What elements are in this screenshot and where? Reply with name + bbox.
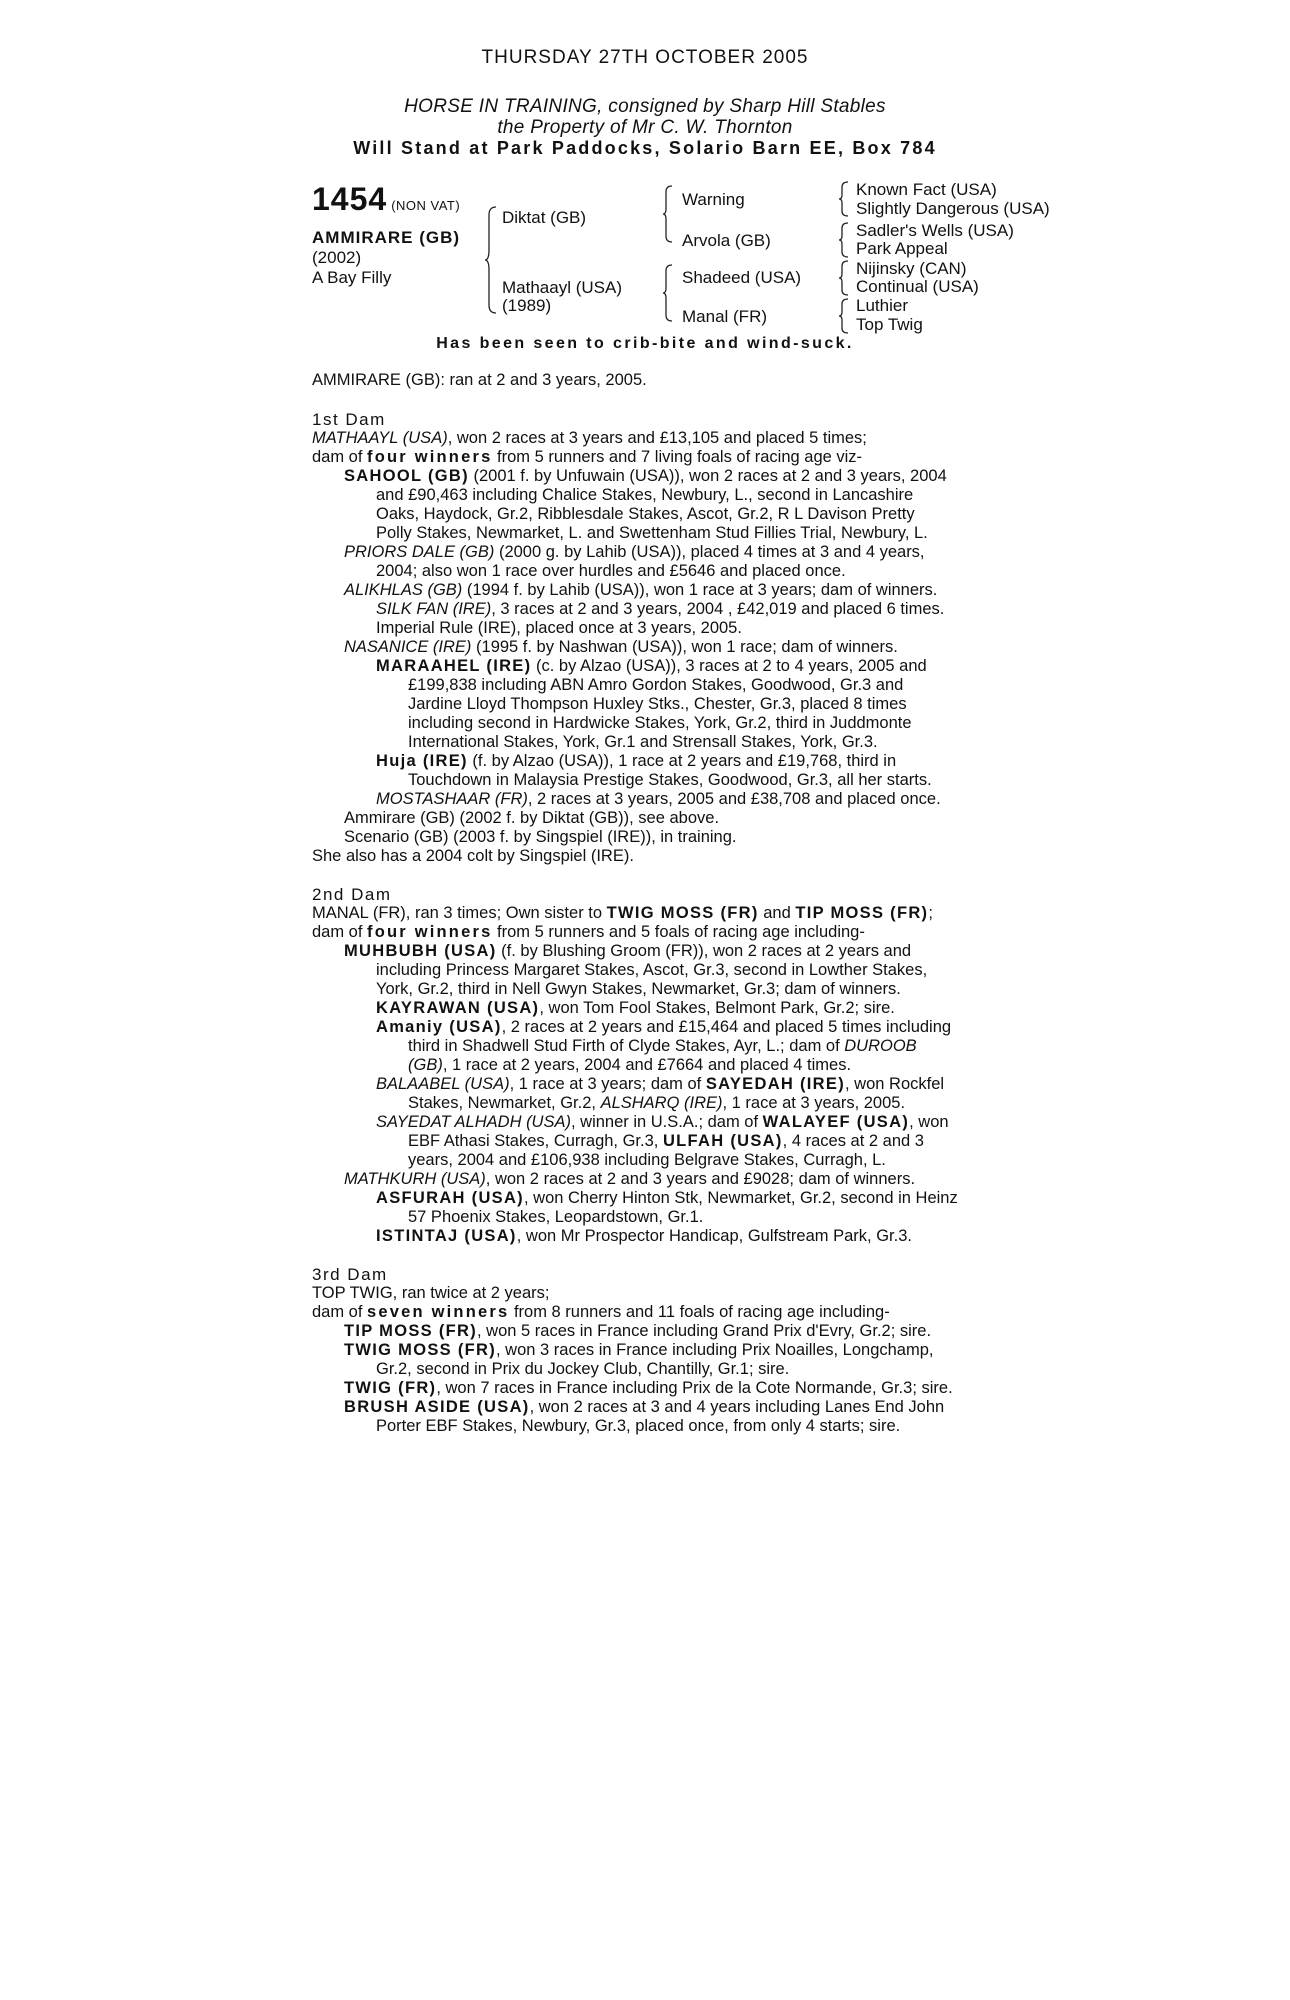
lot-number-block <box>312 181 460 218</box>
second-dam-line: including Princess Margaret Stakes, Ascot, Gr.3, second in Lowther Stakes, <box>376 961 928 979</box>
second-dam-line: York, Gr.2, third in Nell Gwyn Stakes, Newmarket, Gr.3; dam of winners. <box>376 980 901 998</box>
first-dam-line: including second in Hardwicke Stakes, York, Gr.2, third in Juddmonte <box>408 714 912 732</box>
pedigree-g8: Top Twig <box>856 315 923 334</box>
third-dam-line: Gr.2, second in Prix du Jockey Club, Chantilly, Gr.1; sire. <box>376 1360 790 1378</box>
pedigree-bracket-g3 <box>838 260 850 296</box>
first-dam-line: SILK FAN (IRE), 3 races at 2 and 3 years, 2004 , £42,019 and placed 6 times. <box>376 600 945 618</box>
pedigree-g6: Continual (USA) <box>856 277 979 296</box>
second-dam-heading: 2nd Dam <box>312 885 392 904</box>
sale-date: THURSDAY 27TH OCTOBER 2005 <box>481 47 809 68</box>
second-dam-line: EBF Athasi Stakes, Curragh, Gr.3, ULFAH (USA), 4 races at 2 and 3 <box>408 1132 924 1150</box>
pedigree-bracket-g4 <box>838 298 850 334</box>
pedigree-bracket-dam <box>662 264 674 322</box>
first-dam-line: and £90,463 including Chalice Stakes, Newbury, L., second in Lancashire <box>376 486 914 504</box>
second-dam-line: third in Shadwell Stud Firth of Clyde Stakes, Ayr, L.; dam of DUROOB <box>408 1037 917 1055</box>
first-dam-heading: 1st Dam <box>312 410 386 429</box>
lot-number: 1454 <box>312 181 388 217</box>
pedigree-dam-dam: Manal (FR) <box>682 307 768 326</box>
third-dam-line: BRUSH ASIDE (USA), won 2 races at 3 and 4 years including Lanes End John <box>344 1398 945 1416</box>
third-dam-line: TIP MOSS (FR), won 5 races in France including Grand Prix d'Evry, Gr.2; sire. <box>344 1322 932 1340</box>
pedigree-g1: Known Fact (USA) <box>856 180 997 199</box>
consignor-line: HORSE IN TRAINING, consigned by Sharp Hill Stables <box>404 96 886 117</box>
pedigree-g7: Luthier <box>856 296 908 315</box>
second-dam-line: BALAABEL (USA), 1 race at 3 years; dam of SAYEDAH (IRE), won Rockfel <box>376 1075 945 1093</box>
second-dam-line: MATHKURH (USA), won 2 races at 2 and 3 years and £9028; dam of winners. <box>344 1170 916 1188</box>
first-dam-line: ALIKHLAS (GB) (1994 f. by Lahib (USA)), won 1 race at 3 years; dam of winners. <box>344 581 938 599</box>
second-dam-line: Amaniy (USA), 2 races at 2 years and £15,464 and placed 5 times including <box>376 1018 952 1036</box>
horse-description: A Bay Filly <box>312 268 392 287</box>
first-dam-line: NASANICE (IRE) (1995 f. by Nashwan (USA)), won 1 race; dam of winners. <box>344 638 898 656</box>
third-dam-line: TWIG (FR), won 7 races in France including Prix de la Cote Normande, Gr.3; sire. <box>344 1379 953 1397</box>
horse-details <box>312 228 460 288</box>
second-dam-line: ISTINTAJ (USA), won Mr Prospector Handicap, Gulfstream Park, Gr.3. <box>376 1227 912 1245</box>
first-dam-line: Jardine Lloyd Thompson Huxley Stks., Chester, Gr.3, placed 8 times <box>408 695 907 713</box>
pedigree-bracket-g2 <box>838 222 850 258</box>
first-dam-line: £199,838 including ABN Amro Gordon Stakes, Goodwood, Gr.3 and <box>408 676 904 694</box>
first-dam-line: Touchdown in Malaysia Prestige Stakes, Goodwood, Gr.3, all her starts. <box>408 771 932 789</box>
second-dam-line: dam of four winners from 5 runners and 5 foals of racing age including- <box>312 923 865 941</box>
pedigree-sire: Diktat (GB) <box>502 208 587 227</box>
first-dam-line: SAHOOL (GB) (2001 f. by Unfuwain (USA)), won 2 races at 2 and 3 years, 2004 <box>344 467 947 485</box>
first-dam-line: She also has a 2004 colt by Singspiel (IRE). <box>312 847 634 865</box>
first-dam-line: International Stakes, York, Gr.1 and Strensall Stakes, York, Gr.3. <box>408 733 878 751</box>
second-dam-line: MANAL (FR), ran 3 times; Own sister to TWIG MOSS (FR) and TIP MOSS (FR); <box>312 904 933 922</box>
property-line: the Property of Mr C. W. Thornton <box>497 117 793 138</box>
pedigree-g5: Nijinsky (CAN) <box>856 259 967 278</box>
first-dam-line: 2004; also won 1 race over hurdles and £5646 and placed once. <box>376 562 846 580</box>
first-dam-line: dam of four winners from 5 runners and 7 living foals of racing age viz- <box>312 448 863 466</box>
first-dam-line: Polly Stakes, Newmarket, L. and Swettenham Stud Fillies Trial, Newbury, L. <box>376 524 928 542</box>
second-dam-line: SAYEDAT ALHADH (USA), winner in U.S.A.; dam of WALAYEF (USA), won <box>376 1113 949 1131</box>
first-dam-line: Oaks, Haydock, Gr.2, Ribblesdale Stakes, Ascot, Gr.2, R L Davison Pretty <box>376 505 915 523</box>
second-dam-line: MUHBUBH (USA) (f. by Blushing Groom (FR)), won 2 races at 2 years and <box>344 942 912 960</box>
pedigree-dam-year: (1989) <box>502 296 552 315</box>
first-dam-line: MARAAHEL (IRE) (c. by Alzao (USA)), 3 races at 2 to 4 years, 2005 and <box>376 657 927 675</box>
vat-status: (NON VAT) <box>391 198 461 213</box>
pedigree-dam: Mathaayl (USA) <box>502 278 622 297</box>
third-dam-line: TOP TWIG, ran twice at 2 years; <box>312 1284 550 1302</box>
first-dam-line: MATHAAYL (USA), won 2 races at 3 years and £13,105 and placed 5 times; <box>312 429 867 447</box>
pedigree-dam-sire: Shadeed (USA) <box>682 268 802 287</box>
second-dam-line: 57 Phoenix Stakes, Leopardstown, Gr.1. <box>408 1208 704 1226</box>
horse-name: AMMIRARE (GB) <box>312 228 461 247</box>
third-dam-line: dam of seven winners from 8 runners and 11 foals of racing age including- <box>312 1303 890 1321</box>
first-dam-line: MOSTASHAAR (FR), 2 races at 3 years, 2005 and £38,708 and placed once. <box>376 790 941 808</box>
first-dam-line: Imperial Rule (IRE), placed once at 3 years, 2005. <box>376 619 742 637</box>
first-dam-line: PRIORS DALE (GB) (2000 g. by Lahib (USA)), placed 4 times at 3 and 4 years, <box>344 543 925 561</box>
pedigree-sire-sire: Warning <box>682 190 745 209</box>
pedigree-sire-dam: Arvola (GB) <box>682 231 771 250</box>
second-dam-line: Stakes, Newmarket, Gr.2, ALSHARQ (IRE), 1 race at 3 years, 2005. <box>408 1094 906 1112</box>
first-dam-line: Scenario (GB) (2003 f. by Singspiel (IRE)), in training. <box>344 828 737 846</box>
third-dam-heading: 3rd Dam <box>312 1265 388 1284</box>
first-dam-line: Ammirare (GB) (2002 f. by Diktat (GB)), see above. <box>344 809 720 827</box>
second-dam-line: ASFURAH (USA), won Cherry Hinton Stk, Newmarket, Gr.2, second in Heinz <box>376 1189 958 1207</box>
third-dam-line: TWIG MOSS (FR), won 3 races in France including Prix Noailles, Longchamp, <box>344 1341 934 1359</box>
pedigree-bracket-g1 <box>838 181 850 217</box>
pedigree-bracket-main <box>484 206 498 314</box>
location-line: Will Stand at Park Paddocks, Solario Barn EE, Box 784 <box>353 138 937 158</box>
race-record: AMMIRARE (GB): ran at 2 and 3 years, 2005. <box>312 371 647 389</box>
third-dam-line: Porter EBF Stakes, Newbury, Gr.3, placed once, from only 4 starts; sire. <box>376 1417 901 1435</box>
second-dam-line: years, 2004 and £106,938 including Belgrave Stakes, Curragh, L. <box>408 1151 886 1169</box>
horse-year: (2002) <box>312 248 362 267</box>
pedigree-g2: Slightly Dangerous (USA) <box>856 199 1050 218</box>
first-dam-line: Huja (IRE) (f. by Alzao (USA)), 1 race at 2 years and £19,768, third in <box>376 752 897 770</box>
pedigree-bracket-sire <box>662 185 674 243</box>
second-dam-line: (GB), 1 race at 2 years, 2004 and £7664 and placed 4 times. <box>408 1056 852 1074</box>
pedigree-g3: Sadler's Wells (USA) <box>856 221 1014 240</box>
vice-declaration: Has been seen to crib-bite and wind-suck. <box>436 335 854 352</box>
second-dam-line: KAYRAWAN (USA), won Tom Fool Stakes, Belmont Park, Gr.2; sire. <box>376 999 895 1017</box>
pedigree-g4: Park Appeal <box>856 239 948 258</box>
